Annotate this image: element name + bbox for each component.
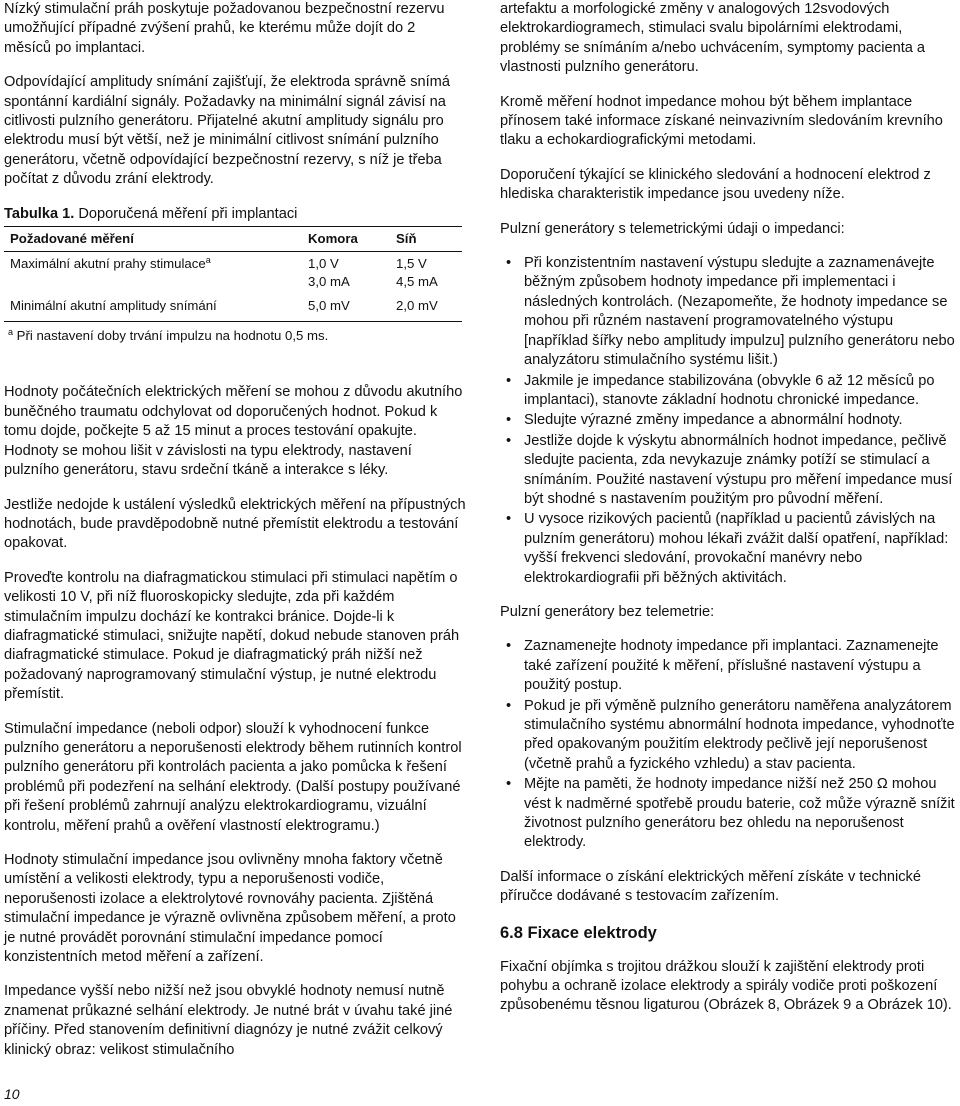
table-header: Síň xyxy=(390,227,462,252)
no-telemetry-list xyxy=(500,637,956,852)
list-item xyxy=(500,510,956,588)
paragraph: Proveďte kontrolu na diafragmatickou stimulaci při stimulaci napětím o velikosti 10 V, při níž fluoroskopicky sledujte, zda při každém stimulačním impulzu dochází ke kontrakci bránice. Dojde-li k diafragmatické stimulaci, snižujte napětí, dokud nebude stanoven práh diafragmatické stimulace. Pokud je diafragmatický práh nižší než požadovaný naprogramovaný stimulační výstup, je nutné elektrodu přemístit. xyxy=(4,569,460,703)
telemetry-list xyxy=(500,254,956,588)
footnote-marker: a xyxy=(205,255,211,266)
paragraph: Stimulační impedance (neboli odpor) slouží k vyhodnocení funkce pulzního generátoru a neporušenosti elektrody během rutinních kontrol pulzního generátoru při kontrolách pacienta a jako pomůcka k řešení problémů při podezření na selhání elektrody. (Další postupy používané při řešení problémů zahrnují analýzu elektrokardiogramu, vizuální kontrolu, měření prahů a ověření vlastností elektrogramu.) xyxy=(4,720,462,834)
paragraph: artefaktu a morfologické změny v analogových 12svodových elektrokardiogramech, stimulaci svalu bipolárními elektrodami, problémy se snímáním a/nebo uchvácením, symptomy pacienta a vlastnosti pulzního generátoru. xyxy=(500,1,926,76)
bullet-icon: • xyxy=(506,255,512,272)
table-cell xyxy=(302,252,390,295)
cell-value: 1,5 V xyxy=(396,256,427,272)
cell-value: 1,0 V xyxy=(308,256,339,272)
list-item xyxy=(500,697,956,775)
table-header-row xyxy=(4,227,462,252)
table-cell xyxy=(4,252,302,295)
bullet-icon: • xyxy=(506,638,512,655)
list-item xyxy=(500,372,956,411)
bullet-icon: • xyxy=(506,372,512,389)
table-label: Tabulka 1. xyxy=(4,205,75,222)
bullet-icon: • xyxy=(506,511,512,528)
paragraph: Hodnoty stimulační impedance jsou ovlivněny mnoha faktory včetně umístění a velikosti elektrody, typu a neporušenosti vodiče, neporušenosti izolace a elektrolytové rovnováhy pacienta. Zjištěná stimulační impedance je výrazně ovlivněna způsobem měření, a proto je nutné provádět porovnání stimulační impedance pomocí konzistentních metod měření a zařízení. xyxy=(4,852,456,966)
row-label: Maximální akutní prahy stimulace xyxy=(10,256,206,272)
paragraph: Doporučení týkající se klinického sledování a hodnocení elektrod z hlediska charakteristik impedance jsou uvedeny níže. xyxy=(500,166,931,203)
paragraph: Nízký stimulační práh poskytuje požadovanou bezpečnostní rezervu umožňující případné zvýšení prahů, ke kterému může dojít do 2 měsíců po implantaci. xyxy=(4,1,445,56)
list-item-text: Jestliže dojde k výskytu abnormálních hodnot impedance, pečlivě sledujte pacienta, zda nevykazuje známky potíží se stimulací a snímáním. Použité nastavení výstupu pro měření impedance musí být shodné s nastavením použitým pro původní měření. xyxy=(524,432,953,507)
list-item-text: Sledujte výrazné změny impedance a abnormální hodnoty. xyxy=(524,412,903,429)
cell-value: 4,5 mA xyxy=(396,274,438,290)
list-item-text: Mějte na paměti, že hodnoty impedance nižší než 250 Ω mohou vést k nadměrné spotřebě proudu baterie, což může výrazně snížit životnost pulzního generátoru bez ohledu na neporušenost elektrody. xyxy=(524,776,955,851)
paragraph: Další informace o získání elektrických měření získáte v technické příručce dodávané s testovacím zařízením. xyxy=(500,868,921,905)
table-row xyxy=(4,294,462,322)
footnote-text: Při nastavení doby trvání impulzu na hodnotu 0,5 ms. xyxy=(13,328,329,344)
paragraph: Jestliže nedojde k ustálení výsledků elektrických měření na přípustných hodnotách, bude pravděpodobně nutné přemístit elektrodu a testování opakovat. xyxy=(4,496,466,552)
right-column xyxy=(500,0,956,1031)
paragraph: Kromě měření hodnot impedance mohou být během implantace přínosem také informace získané neinvazivním sledováním krevního tlaku a echokardiografickými metodami. xyxy=(500,93,943,149)
page-number: 10 xyxy=(4,1086,20,1102)
paragraph: Odpovídající amplitudy snímání zajišťují, že elektroda správně snímá spontánní kardiální signály. Požadavky na minimální signál závisí na citlivosti pulzního generátoru. Přijatelné akutní amplitudy signálu pro elektrodu musí být větší, než je minimální citlivost snímání pulzního generátoru, včetně odpovídající bezpečnostní rezervy, s níž je třeba počítat z důvodu zrání elektrody. xyxy=(4,74,450,188)
footnote-marker: a xyxy=(8,327,14,338)
table-caption-text: Doporučená měření při implantaci xyxy=(74,205,298,222)
list-item xyxy=(500,411,956,430)
cell-value: 3,0 mA xyxy=(308,274,350,290)
paragraph: Pulzní generátory s telemetrickými údaji o impedanci: xyxy=(500,220,845,237)
paragraph: Pulzní generátory bez telemetrie: xyxy=(500,603,715,620)
list-item-text: Pokud je při výměně pulzního generátoru naměřena analyzátorem stimulačního systému abnormální hodnota impedance, vyhodnoťte před opakovaným použitím elektrody pečlivě její neporušenost (včetně prahů a fyzického vzhledu) a stav pacienta. xyxy=(524,697,955,772)
table-caption xyxy=(4,205,466,224)
bullet-icon: • xyxy=(506,432,512,449)
section-heading: 6.8 Fixace elektrody xyxy=(500,923,657,942)
bullet-icon: • xyxy=(506,412,512,429)
table-cell: Minimální akutní amplitudy snímání xyxy=(4,294,302,322)
left-column xyxy=(4,0,466,1075)
list-item xyxy=(500,432,956,510)
table-header: Komora xyxy=(302,227,390,252)
bullet-icon: • xyxy=(506,776,512,793)
table-cell: 2,0 mV xyxy=(390,294,462,322)
table-header: Požadované měření xyxy=(4,227,302,252)
table-footnote xyxy=(8,326,466,345)
paragraph: Impedance vyšší nebo nižší než jsou obvyklé hodnoty nemusí nutně znamenat průkazné selhání elektrody. Je nutné brát v úvahu také jiné příčiny. Před stanovením definitivní diagnózy je nutné zvážit celkový klinický obraz: velikost stimulačního xyxy=(4,983,453,1058)
list-item xyxy=(500,775,956,853)
paragraph: Fixační objímka s trojitou drážkou slouží k zajištění elektrody proti pohybu a ochraně izolace elektrody a spirály vodiče proti poškození způsobenému těsnou ligaturou (Obrázek 8, Obrázek 9 a Obrázek 10). xyxy=(500,958,952,1014)
list-item-text: Zaznamenejte hodnoty impedance při implantaci. Zaznamenejte také zařízení použité k měření, příslušné nastavení výstupu a použitý postup. xyxy=(524,638,939,694)
bullet-icon: • xyxy=(506,697,512,714)
list-item xyxy=(500,254,956,370)
list-item-text: U vysoce rizikových pacientů (například u pacientů závislých na pulzním generátoru) mohou lékaři zvážit další opatření, například: vyšší frekvenci sledování, provokační manévry nebo elektrokardiografii při běžných aktivitách. xyxy=(524,511,949,586)
list-item-text: Při konzistentním nastavení výstupu sledujte a zaznamenávejte běžným způsobem hodnoty impedance při implementaci i následných kontrolách. (Nezapomeňte, že hodnoty impedance se mohou při různém nastavení programovatelného výstupu [například šířky nebo amplitudy impulzu] pulzního generátoru nebo analyzátoru stimulačního systému lišit.) xyxy=(524,255,955,369)
measurements-table xyxy=(4,226,462,322)
table-cell xyxy=(390,252,462,295)
list-item xyxy=(500,637,956,695)
table-row xyxy=(4,252,462,295)
table-cell: 5,0 mV xyxy=(302,294,390,322)
list-item-text: Jakmile je impedance stabilizována (obvykle 6 až 12 měsíců po implantaci), stanovte základní hodnotu chronické impedance. xyxy=(524,372,935,408)
paragraph: Hodnoty počátečních elektrických měření se mohou z důvodu akutního buněčného traumatu odchylovat od doporučených hodnot. Pokud k tomu dojde, počkejte 5 až 15 minut a proces testování opakujte. Hodnoty se mohou lišit v závislosti na typu elektrody, nastavení pulzního generátoru, stavu srdeční tkáně a interakce s léky. xyxy=(4,384,463,479)
